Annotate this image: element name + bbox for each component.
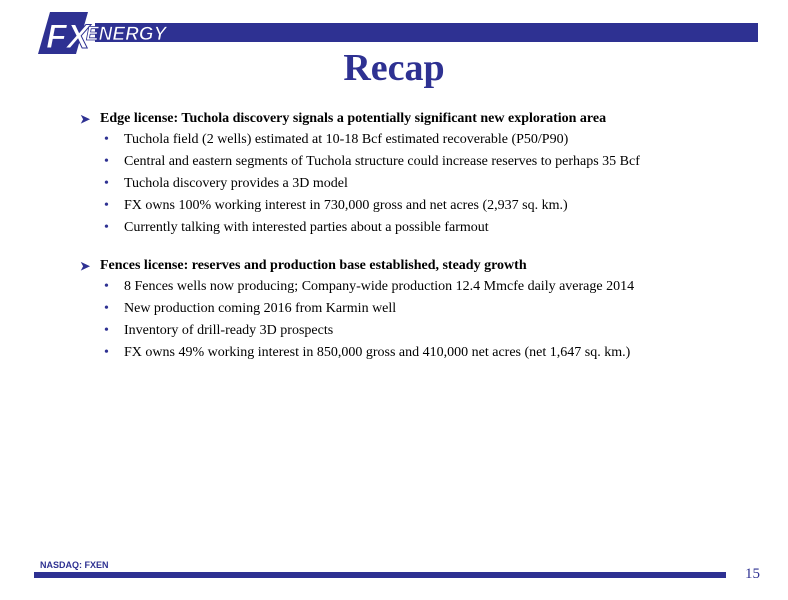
slide-content xyxy=(80,110,770,382)
bullet-dot-icon: • xyxy=(104,220,109,235)
svg-text:FX: FX xyxy=(46,18,90,56)
list-item: • Central and eastern segments of Tuchola structure could increase reserves to perhaps 35 Bcf xyxy=(104,154,640,169)
arrowhead-icon: ➤ xyxy=(80,112,91,126)
bullet-dot-icon: • xyxy=(104,154,109,169)
list-item: • 8 Fences wells now producing; Company-wide production 12.4 Mmcfe daily average 2014 xyxy=(104,279,635,294)
ticker-label: NASDAQ: FXEN xyxy=(40,560,109,570)
section-heading: ➤ Fences license: reserves and production base established, steady growth xyxy=(80,258,527,273)
list-item: • Inventory of drill-ready 3D prospects xyxy=(104,323,334,338)
list-item: • New production coming 2016 from Karmin well xyxy=(104,301,397,316)
bullet-dot-icon: • xyxy=(104,132,109,147)
list-item: • Tuchola field (2 wells) estimated at 10-18 Bcf estimated recoverable (P50/P90) xyxy=(104,132,569,147)
bullet-dot-icon: • xyxy=(104,301,109,316)
section-heading: ➤ Edge license: Tuchola discovery signals a potentially significant new exploration area xyxy=(80,111,607,126)
bullet-dot-icon: • xyxy=(104,345,109,360)
slide-title: Recap xyxy=(343,47,445,89)
list-item: • Tuchola discovery provides a 3D model xyxy=(104,176,348,191)
bullet-dot-icon: • xyxy=(104,323,109,338)
footer-bar xyxy=(34,572,726,578)
bullet-dot-icon: • xyxy=(104,279,109,294)
section-edge-license xyxy=(80,110,770,237)
section-fences-license xyxy=(80,257,770,362)
header-bar xyxy=(95,23,758,42)
list-item: • FX owns 49% working interest in 850,000 gross and 410,000 net acres (net 1,647 sq. km.) xyxy=(104,345,631,360)
list-item: • Currently talking with interested parties about a possible farmout xyxy=(104,220,489,235)
page-number: 15 xyxy=(745,566,760,582)
list-item: • FX owns 100% working interest in 730,000 gross and net acres (2,937 sq. km.) xyxy=(104,198,568,213)
bullet-dot-icon: • xyxy=(104,176,109,191)
svg-text:ENERGY: ENERGY xyxy=(86,24,167,45)
arrowhead-icon: ➤ xyxy=(80,259,91,273)
bullet-dot-icon: • xyxy=(104,198,109,213)
